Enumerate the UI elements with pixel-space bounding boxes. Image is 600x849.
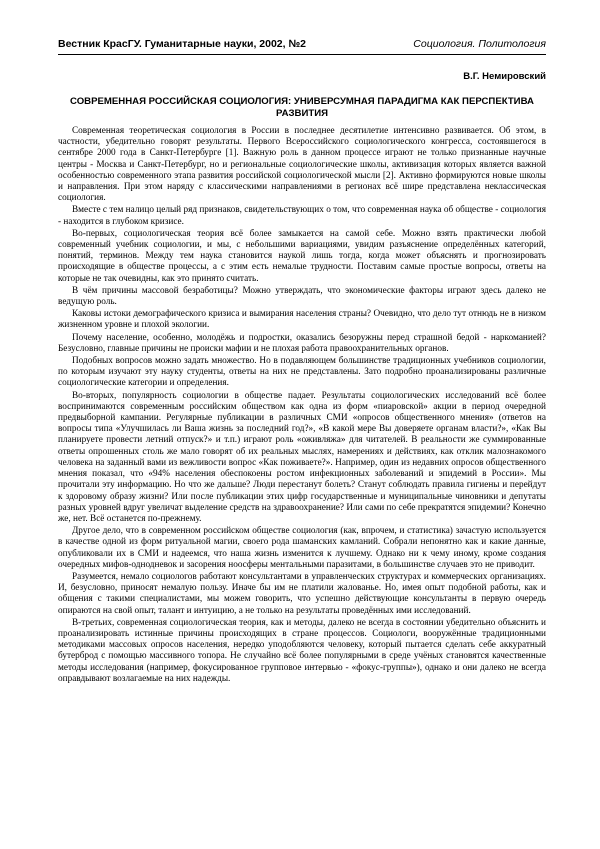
paragraph: Во-вторых, популярность социологии в обществе падает. Результаты социологических исследований всё более воспринимаются современным российским обществом как одна из форм «пиаровской» акции в период очередной предвыборной кампании. Регулярные публикации в различных СМИ «опросов общественного мнения» (ответов на вопросы типа «Улучшилась ли Ваша жизнь за последний год?», «В какой мере Вы доверяете органам власти?», «Как Вы планируете провести летний отпуск?» и т.п.) играют роль «оживляжа» для читателей. В реальности же суммированные ответы опрошенных столь же мало говорят об их реальных мыслях, намерениях и действиях, как отклик малознакомого человека на заданный вами из вежливости вопрос «Как поживаете?». Например, один из недавних опросов общественного мнения показал, что «94% населения обеспокоены ростом инфекционных заболеваний и эпидемий в России». Мы прочитали эту информацию. Но что же дальше? Люди перестанут болеть? Станут соблюдать правила гигиены и перейдут к здоровому образу жизни? Или после публикации этих цифр государственные и муниципальные чиновники и депутаты разных уровней вдруг увеличат выделение средств на здравоохранение? Или сами по себе прекратятся эпидемии? Конечно же, нет. Всё останется по-прежнему. (58, 390, 546, 524)
paragraph: В-третьих, современная социологическая теория, как и методы, далеко не всегда в состоянии убедительно объяснить и проанализировать истинные причины происходящих в стране процессов. Социологи, вооружённые традиционными методиками массовых опросов населения, нередко уподобляются человеку, который пытается сделать себе аккуратный бутерброд с помощью массивного топора. Не случайно всё более популярными в среде учёных становятся качественные методы исследования (например, фокусированное групповое интервью - «фокус-группы»), однако и они далеко не всегда оправдывают возлагаемые на них надежды. (58, 617, 546, 684)
journal-section: Социология. Политология (413, 38, 546, 50)
running-header (58, 37, 546, 51)
article-body (58, 126, 546, 686)
paragraph: Современная теоретическая социология в России в последнее десятилетие интенсивно развивается. Об этом, в частности, убедительно говорят результаты. Первого Всероссийского социологического конгресса, состоявшегося в сентябре 2000 года в Санкт-Петербурге [1]. Важную роль в данном процессе играют не только признанные научные центры - Москва и Санкт-Петербург, но и региональные социологические школы, активизация которых является важной особенностью современного этапа развития российской социологической мысли [2]. Активно формируются новые школы и направления. При этом наряду с классическими направлениями в регионах всё шире представлена неклассическая социология. (58, 126, 546, 204)
paragraph: Каковы истоки демографического кризиса и вымирания населения страны? Очевидно, что дело тут отнюдь не в низком жизненном уровне и плохой экологии. (58, 309, 546, 331)
journal-title: Вестник КрасГУ. Гуманитарные науки, 2002, №2 (58, 38, 307, 50)
article-title: СОВРЕМЕННАЯ РОССИЙСКАЯ СОЦИОЛОГИЯ: УНИВЕРСУМНАЯ ПАРАДИГМА КАК ПЕРСПЕКТИВА РАЗВИТИЯ (70, 96, 534, 119)
article-author: В.Г. Немировский (463, 71, 546, 82)
paragraph: Подобных вопросов можно задать множество. Но в подавляющем большинстве традиционных учебников социологии, по которым изучают эту науку студенты, ответы на них не представлены. Зато подробно проанализированы различные социологические категории и определения. (58, 356, 546, 389)
paragraph: Другое дело, что в современном российском обществе социология (как, впрочем, и статистика) зачастую используется в качестве одной из форм ритуальной магии, своего рода шаманских камланий. Собрали непонятно как и какие данные, опубликовали их в СМИ и надеемся, что наша жизнь изменится к лучшему. Однако ни к чему иному, кроме создания очередных мифов-однодневок и засорения ноосферы ментальными паразитами, в большинстве случаев это не приводит. (58, 526, 546, 570)
paragraph: Разумеется, немало социологов работают консультантами в управленческих структурах и коммерческих организациях. И, безусловно, приносят немалую пользу. Иначе бы им не платили жалованье. Но, имея опыт подобной работы, как и общения с такими специалистами, мы можем говорить, что успешно действующие консультанты в первую очередь опираются на свой опыт, талант и интуицию, а не только на результаты проведённых ими исследований. (58, 571, 546, 616)
header-rule (58, 54, 546, 55)
paragraph: Вместе с тем налицо целый ряд признаков, свидетельствующих о том, что современная наука об обществе - социология - находится в глубоком кризисе. (58, 205, 546, 227)
paragraph: Во-первых, социологическая теория всё более замыкается на самой себе. Можно взять практически любой современный учебник социологии, и мы, с небольшими вариациями, увидим разъяснение определённых категорий, понятий, терминов. Между тем наука становится наукой лишь тогда, когда может объяснять и прогнозировать происходящие в обществе процессы, а с этим есть немалые трудности. Поставим самые простые вопросы, ответы на которые не так очевидны, как это принято считать. (58, 228, 546, 284)
paragraph: В чём причины массовой безработицы? Можно утверждать, что экономические факторы играют здесь далеко не ведущую роль. (58, 285, 546, 308)
paragraph: Почему население, особенно, молодёжь и подростки, оказались безоружны перед страшной бедой - наркоманией? Безусловно, главные причины не происки мафии и не плохая работа правоохранительных органов. (58, 332, 546, 354)
